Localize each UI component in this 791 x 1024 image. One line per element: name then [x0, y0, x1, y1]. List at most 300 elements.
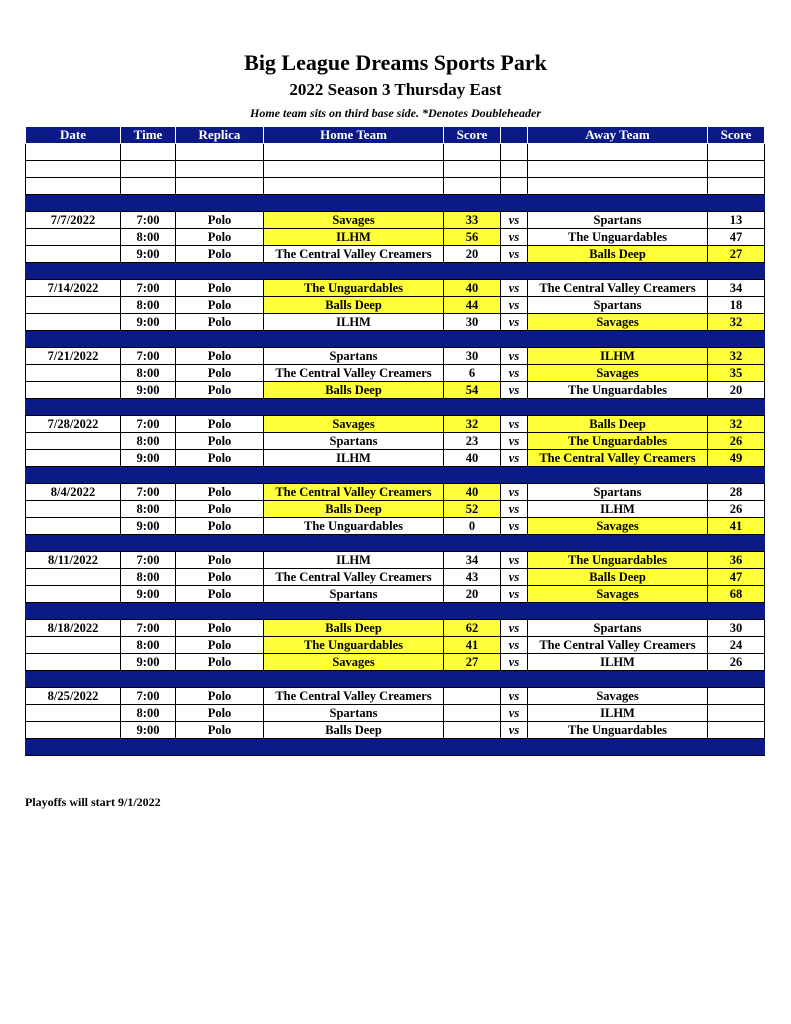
game-date [26, 501, 121, 518]
game-field: Polo [176, 637, 264, 654]
game-time: 7:00 [121, 688, 176, 705]
game-date [26, 569, 121, 586]
home-score: 52 [444, 501, 501, 518]
away-team: The Central Valley Creamers [528, 450, 708, 467]
away-team: Spartans [528, 297, 708, 314]
home-team: The Central Valley Creamers [264, 569, 444, 586]
game-time: 7:00 [121, 212, 176, 229]
game-time: 9:00 [121, 314, 176, 331]
away-team: Spartans [528, 212, 708, 229]
game-time: 9:00 [121, 586, 176, 603]
separator-cell [176, 535, 264, 552]
separator-cell [264, 195, 444, 212]
separator-cell [708, 331, 765, 348]
vs-label: vs [501, 229, 528, 246]
game-row [26, 518, 765, 535]
game-field: Polo [176, 518, 264, 535]
vs-label: vs [501, 620, 528, 637]
game-field: Polo [176, 586, 264, 603]
vs-label: vs [501, 280, 528, 297]
home-team: Savages [264, 654, 444, 671]
game-field: Polo [176, 501, 264, 518]
vs-label: vs [501, 297, 528, 314]
away-team: Savages [528, 314, 708, 331]
vs-label: vs [501, 569, 528, 586]
home-score: 33 [444, 212, 501, 229]
home-score: 30 [444, 314, 501, 331]
away-score: 32 [708, 314, 765, 331]
game-row [26, 365, 765, 382]
separator-cell [444, 331, 501, 348]
game-date [26, 382, 121, 399]
separator-row [26, 603, 765, 620]
game-time: 7:00 [121, 620, 176, 637]
home-score [444, 722, 501, 739]
home-team: Spartans [264, 705, 444, 722]
home-team: Savages [264, 212, 444, 229]
game-field: Polo [176, 229, 264, 246]
col-away-team: Away Team [528, 127, 708, 144]
vs-label: vs [501, 212, 528, 229]
away-score [708, 722, 765, 739]
home-score: 20 [444, 586, 501, 603]
separator-cell [176, 399, 264, 416]
page-title: Big League Dreams Sports Park [244, 50, 547, 75]
away-score: 34 [708, 280, 765, 297]
home-team: Balls Deep [264, 297, 444, 314]
home-team: Savages [264, 416, 444, 433]
game-time: 7:00 [121, 280, 176, 297]
away-score: 41 [708, 518, 765, 535]
game-row [26, 246, 765, 263]
home-team: ILHM [264, 450, 444, 467]
home-score [444, 688, 501, 705]
separator-cell [264, 739, 444, 756]
game-field: Polo [176, 722, 264, 739]
game-row [26, 620, 765, 637]
separator-cell [444, 603, 501, 620]
separator-cell [264, 331, 444, 348]
away-score: 20 [708, 382, 765, 399]
separator-cell [444, 467, 501, 484]
away-team: The Unguardables [528, 382, 708, 399]
game-field: Polo [176, 212, 264, 229]
away-team: Savages [528, 688, 708, 705]
away-team: Balls Deep [528, 569, 708, 586]
separator-cell [528, 671, 708, 688]
home-score: 40 [444, 280, 501, 297]
separator-cell [176, 671, 264, 688]
game-time: 8:00 [121, 229, 176, 246]
game-date [26, 518, 121, 535]
game-date [26, 433, 121, 450]
game-date [26, 450, 121, 467]
home-team: Balls Deep [264, 501, 444, 518]
home-team: The Central Valley Creamers [264, 246, 444, 263]
blank-row [26, 178, 765, 195]
home-score: 40 [444, 484, 501, 501]
game-time: 7:00 [121, 348, 176, 365]
separator-cell [444, 671, 501, 688]
separator-cell [708, 535, 765, 552]
away-score: 36 [708, 552, 765, 569]
separator-cell [26, 467, 121, 484]
separator-cell [528, 331, 708, 348]
game-row [26, 433, 765, 450]
vs-label: vs [501, 382, 528, 399]
separator-cell [708, 467, 765, 484]
separator-cell [501, 399, 528, 416]
away-team: The Unguardables [528, 552, 708, 569]
col-time: Time [121, 127, 176, 144]
separator-row [26, 263, 765, 280]
away-score: 30 [708, 620, 765, 637]
col-home-team: Home Team [264, 127, 444, 144]
separator-cell [528, 195, 708, 212]
game-date [26, 297, 121, 314]
game-date: 7/7/2022 [26, 212, 121, 229]
home-team: The Unguardables [264, 637, 444, 654]
separator-cell [176, 195, 264, 212]
game-time: 9:00 [121, 246, 176, 263]
away-team: Savages [528, 518, 708, 535]
separator-cell [264, 535, 444, 552]
separator-cell [501, 263, 528, 280]
game-date [26, 314, 121, 331]
vs-label: vs [501, 484, 528, 501]
game-row [26, 569, 765, 586]
game-row [26, 552, 765, 569]
away-score: 47 [708, 229, 765, 246]
away-team: Balls Deep [528, 246, 708, 263]
away-team: Balls Deep [528, 416, 708, 433]
game-time: 7:00 [121, 552, 176, 569]
away-team: ILHM [528, 705, 708, 722]
separator-cell [176, 467, 264, 484]
page-subtitle: 2022 Season 3 Thursday East [289, 80, 502, 99]
away-team: ILHM [528, 654, 708, 671]
separator-cell [121, 739, 176, 756]
home-team: The Unguardables [264, 280, 444, 297]
game-field: Polo [176, 246, 264, 263]
separator-cell [121, 399, 176, 416]
col-date: Date [26, 127, 121, 144]
separator-cell [444, 399, 501, 416]
separator-cell [176, 331, 264, 348]
game-date: 8/18/2022 [26, 620, 121, 637]
away-team: ILHM [528, 501, 708, 518]
home-score: 27 [444, 654, 501, 671]
game-row [26, 637, 765, 654]
separator-cell [26, 739, 121, 756]
separator-cell [176, 263, 264, 280]
game-row [26, 705, 765, 722]
separator-cell [444, 263, 501, 280]
vs-label: vs [501, 416, 528, 433]
home-team: Balls Deep [264, 722, 444, 739]
game-time: 8:00 [121, 705, 176, 722]
home-team: ILHM [264, 552, 444, 569]
game-time: 9:00 [121, 722, 176, 739]
home-score: 20 [444, 246, 501, 263]
game-date: 7/28/2022 [26, 416, 121, 433]
separator-cell [501, 195, 528, 212]
separator-cell [26, 195, 121, 212]
home-team: The Central Valley Creamers [264, 365, 444, 382]
separator-cell [264, 671, 444, 688]
away-team: The Central Valley Creamers [528, 280, 708, 297]
away-score: 26 [708, 433, 765, 450]
away-score: 28 [708, 484, 765, 501]
separator-cell [528, 535, 708, 552]
game-time: 9:00 [121, 654, 176, 671]
game-field: Polo [176, 620, 264, 637]
game-row [26, 688, 765, 705]
home-team: The Central Valley Creamers [264, 688, 444, 705]
home-score [444, 705, 501, 722]
separator-cell [501, 535, 528, 552]
separator-cell [528, 467, 708, 484]
game-date [26, 365, 121, 382]
vs-label: vs [501, 586, 528, 603]
away-team: Spartans [528, 484, 708, 501]
separator-cell [26, 331, 121, 348]
game-field: Polo [176, 569, 264, 586]
home-team: ILHM [264, 314, 444, 331]
away-team: The Central Valley Creamers [528, 637, 708, 654]
home-team: Spartans [264, 348, 444, 365]
game-date [26, 246, 121, 263]
away-score: 27 [708, 246, 765, 263]
game-row [26, 314, 765, 331]
home-score: 34 [444, 552, 501, 569]
separator-cell [708, 195, 765, 212]
home-team: Balls Deep [264, 620, 444, 637]
game-field: Polo [176, 450, 264, 467]
home-score: 54 [444, 382, 501, 399]
page-note: Home team sits on third base side. *Denotes Doubleheader [250, 106, 541, 120]
game-date: 8/11/2022 [26, 552, 121, 569]
game-row [26, 297, 765, 314]
game-time: 7:00 [121, 484, 176, 501]
game-row [26, 484, 765, 501]
separator-cell [708, 671, 765, 688]
col-home-score: Score [444, 127, 501, 144]
away-score: 18 [708, 297, 765, 314]
game-field: Polo [176, 705, 264, 722]
home-score: 56 [444, 229, 501, 246]
away-team: Savages [528, 586, 708, 603]
away-score [708, 688, 765, 705]
separator-cell [176, 603, 264, 620]
home-team: The Unguardables [264, 518, 444, 535]
game-time: 8:00 [121, 501, 176, 518]
vs-label: vs [501, 246, 528, 263]
game-time: 8:00 [121, 365, 176, 382]
separator-cell [121, 467, 176, 484]
game-date [26, 722, 121, 739]
away-score: 35 [708, 365, 765, 382]
blank-row [26, 144, 765, 161]
away-score: 26 [708, 501, 765, 518]
game-date [26, 229, 121, 246]
vs-label: vs [501, 518, 528, 535]
separator-cell [26, 399, 121, 416]
game-row [26, 501, 765, 518]
game-row [26, 722, 765, 739]
col-away-score: Score [708, 127, 765, 144]
home-score: 40 [444, 450, 501, 467]
separator-cell [444, 195, 501, 212]
game-date [26, 637, 121, 654]
game-time: 8:00 [121, 637, 176, 654]
game-field: Polo [176, 688, 264, 705]
separator-cell [528, 739, 708, 756]
separator-cell [121, 535, 176, 552]
home-score: 44 [444, 297, 501, 314]
game-time: 9:00 [121, 382, 176, 399]
header-row [26, 127, 765, 144]
separator-cell [501, 603, 528, 620]
vs-label: vs [501, 722, 528, 739]
home-team: Spartans [264, 586, 444, 603]
game-row [26, 348, 765, 365]
away-score: 32 [708, 348, 765, 365]
vs-label: vs [501, 365, 528, 382]
separator-cell [26, 263, 121, 280]
away-score: 26 [708, 654, 765, 671]
separator-cell [708, 739, 765, 756]
game-field: Polo [176, 552, 264, 569]
separator-cell [501, 671, 528, 688]
game-time: 7:00 [121, 416, 176, 433]
separator-cell [528, 399, 708, 416]
separator-cell [121, 195, 176, 212]
separator-row [26, 331, 765, 348]
separator-cell [708, 399, 765, 416]
vs-label: vs [501, 688, 528, 705]
game-time: 9:00 [121, 450, 176, 467]
away-score [708, 705, 765, 722]
vs-label: vs [501, 705, 528, 722]
vs-label: vs [501, 433, 528, 450]
playoffs-note: Playoffs will start 9/1/2022 [25, 795, 161, 809]
vs-label: vs [501, 654, 528, 671]
game-date [26, 586, 121, 603]
home-score: 62 [444, 620, 501, 637]
away-team: Spartans [528, 620, 708, 637]
home-score: 41 [444, 637, 501, 654]
away-score: 24 [708, 637, 765, 654]
separator-row [26, 467, 765, 484]
game-row [26, 654, 765, 671]
separator-cell [501, 331, 528, 348]
game-date [26, 654, 121, 671]
game-row [26, 229, 765, 246]
col-replica: Replica [176, 127, 264, 144]
separator-cell [708, 603, 765, 620]
game-date: 7/21/2022 [26, 348, 121, 365]
separator-cell [264, 603, 444, 620]
game-row [26, 586, 765, 603]
home-team: The Central Valley Creamers [264, 484, 444, 501]
game-field: Polo [176, 280, 264, 297]
home-score: 23 [444, 433, 501, 450]
away-team: The Unguardables [528, 722, 708, 739]
game-row [26, 382, 765, 399]
game-time: 8:00 [121, 297, 176, 314]
game-row [26, 212, 765, 229]
game-field: Polo [176, 382, 264, 399]
game-date: 7/14/2022 [26, 280, 121, 297]
separator-cell [501, 739, 528, 756]
separator-cell [501, 467, 528, 484]
game-field: Polo [176, 365, 264, 382]
separator-cell [121, 603, 176, 620]
home-score: 32 [444, 416, 501, 433]
separator-cell [121, 263, 176, 280]
home-score: 0 [444, 518, 501, 535]
separator-cell [121, 331, 176, 348]
separator-cell [528, 263, 708, 280]
game-row [26, 450, 765, 467]
separator-cell [528, 603, 708, 620]
away-team: Savages [528, 365, 708, 382]
separator-row [26, 671, 765, 688]
home-team: ILHM [264, 229, 444, 246]
vs-label: vs [501, 552, 528, 569]
separator-cell [264, 399, 444, 416]
game-date: 8/4/2022 [26, 484, 121, 501]
game-time: 9:00 [121, 518, 176, 535]
vs-label: vs [501, 314, 528, 331]
home-score: 30 [444, 348, 501, 365]
home-team: Balls Deep [264, 382, 444, 399]
separator-cell [26, 671, 121, 688]
home-score: 43 [444, 569, 501, 586]
schedule-body [26, 144, 765, 756]
blank-row [26, 161, 765, 178]
game-field: Polo [176, 416, 264, 433]
game-field: Polo [176, 654, 264, 671]
vs-label: vs [501, 450, 528, 467]
game-field: Polo [176, 348, 264, 365]
separator-row [26, 739, 765, 756]
separator-cell [264, 263, 444, 280]
away-team: The Unguardables [528, 433, 708, 450]
game-field: Polo [176, 433, 264, 450]
separator-cell [26, 535, 121, 552]
schedule-table [25, 126, 765, 756]
game-field: Polo [176, 484, 264, 501]
away-team: ILHM [528, 348, 708, 365]
game-date [26, 705, 121, 722]
col-vs [501, 127, 528, 144]
separator-cell [26, 603, 121, 620]
away-team: The Unguardables [528, 229, 708, 246]
away-score: 32 [708, 416, 765, 433]
vs-label: vs [501, 501, 528, 518]
separator-cell [708, 263, 765, 280]
game-field: Polo [176, 314, 264, 331]
away-score: 68 [708, 586, 765, 603]
game-row [26, 280, 765, 297]
separator-row [26, 535, 765, 552]
separator-row [26, 399, 765, 416]
separator-cell [444, 739, 501, 756]
home-team: Spartans [264, 433, 444, 450]
home-score: 6 [444, 365, 501, 382]
